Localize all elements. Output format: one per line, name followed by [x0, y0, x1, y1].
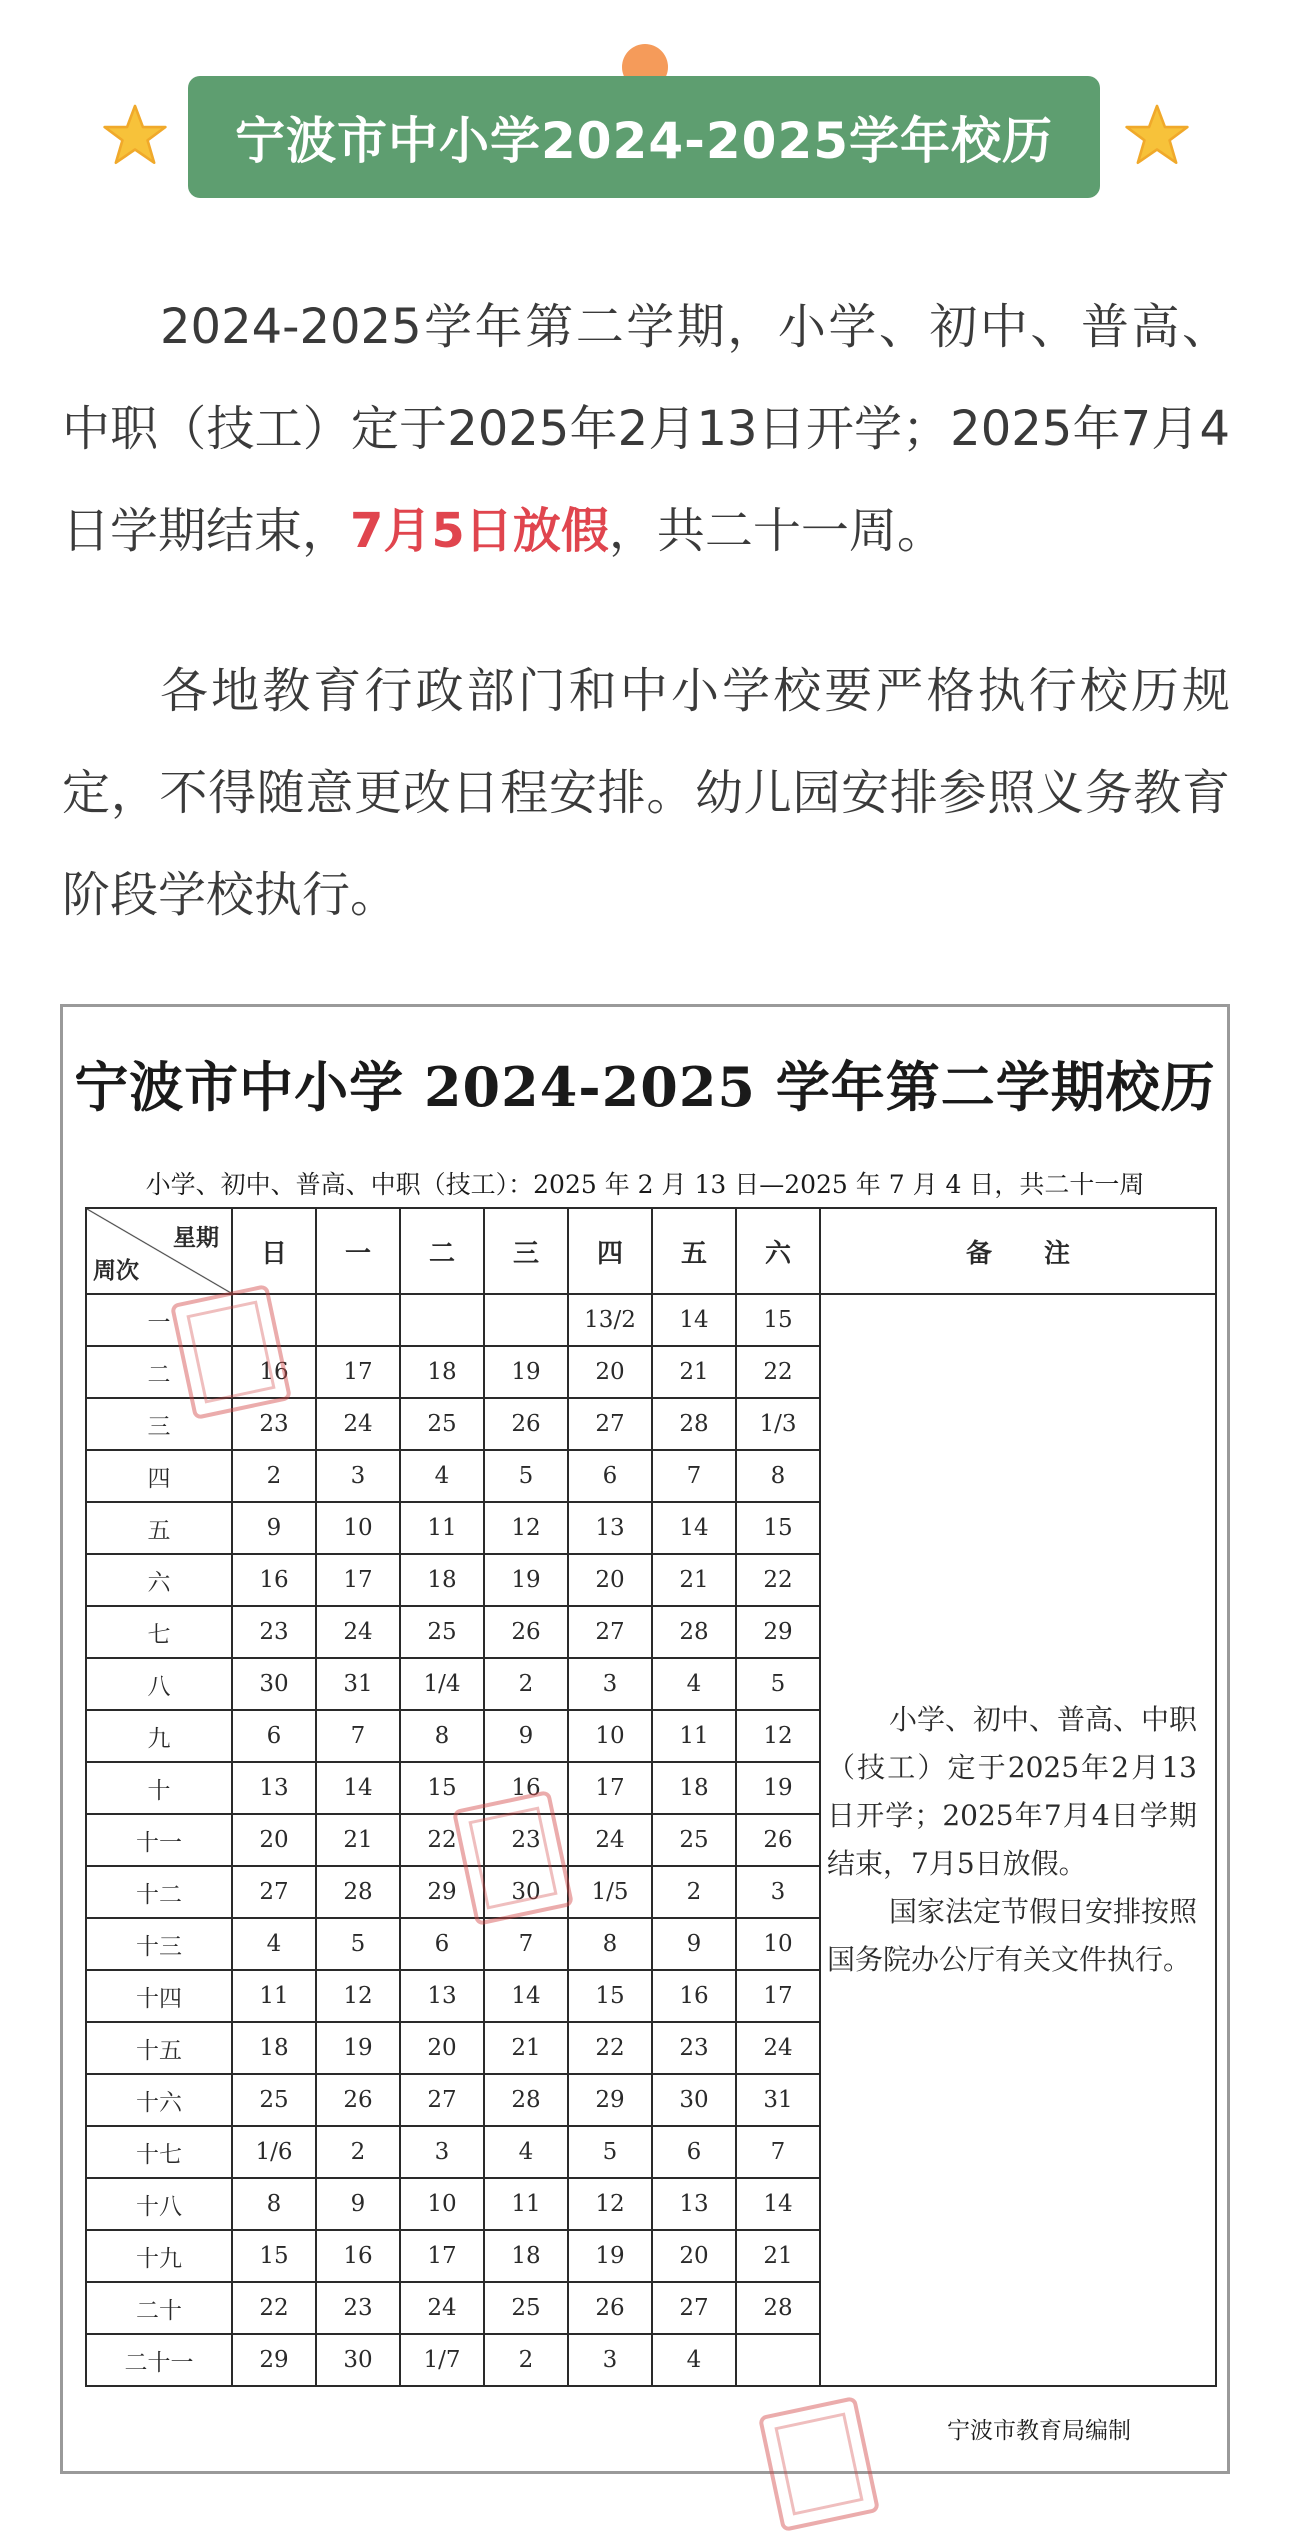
date-cell: 19	[736, 1762, 820, 1814]
date-cell: 10	[400, 2178, 484, 2230]
date-cell: 1/7	[400, 2334, 484, 2386]
table-header-row	[86, 1208, 1216, 1294]
week-number-cell: 十	[86, 1762, 232, 1814]
date-cell: 25	[232, 2074, 316, 2126]
date-cell: 1/3	[736, 1398, 820, 1450]
date-cell: 12	[484, 1502, 568, 1554]
date-cell: 23	[484, 1814, 568, 1866]
date-cell: 28	[316, 1866, 400, 1918]
date-cell: 20	[568, 1554, 652, 1606]
date-cell: 13	[400, 1970, 484, 2022]
date-cell: 2	[316, 2126, 400, 2178]
date-cell: 7	[736, 2126, 820, 2178]
date-cell: 16	[484, 1762, 568, 1814]
date-cell: 24	[316, 1606, 400, 1658]
date-cell: 16	[652, 1970, 736, 2022]
week-axis-label: 周次	[93, 1257, 139, 1284]
date-cell: 10	[316, 1502, 400, 1554]
date-cell: 20	[400, 2022, 484, 2074]
date-cell: 27	[652, 2282, 736, 2334]
date-cell: 28	[652, 1606, 736, 1658]
week-number-cell: 十九	[86, 2230, 232, 2282]
date-cell: 5	[484, 1450, 568, 1502]
date-cell: 17	[568, 1762, 652, 1814]
date-cell: 29	[232, 2334, 316, 2386]
date-cell: 28	[484, 2074, 568, 2126]
date-cell: 25	[400, 1398, 484, 1450]
date-cell: 5	[316, 1918, 400, 1970]
remark-header: 备 注	[820, 1208, 1216, 1294]
star-icon	[102, 102, 168, 168]
date-cell: 3	[316, 1450, 400, 1502]
week-number-cell: 十二	[86, 1866, 232, 1918]
date-cell: 9	[652, 1918, 736, 1970]
date-cell: 10	[568, 1710, 652, 1762]
date-cell: 3	[736, 1866, 820, 1918]
date-cell	[736, 2334, 820, 2386]
date-cell: 26	[736, 1814, 820, 1866]
week-number-cell: 十七	[86, 2126, 232, 2178]
date-cell: 14	[484, 1970, 568, 2022]
document-subtitle: 小学、初中、普高、中职（技工）：2025 年 2 月 13 日—2025 年 7 月 4 日，共二十一周	[145, 1170, 1145, 1199]
date-cell: 9	[484, 1710, 568, 1762]
date-cell: 14	[316, 1762, 400, 1814]
date-cell: 8	[568, 1918, 652, 1970]
star-icon	[1124, 102, 1190, 168]
week-number-cell: 六	[86, 1554, 232, 1606]
date-cell: 27	[568, 1398, 652, 1450]
date-cell	[484, 1294, 568, 1346]
date-cell: 28	[736, 2282, 820, 2334]
date-cell: 22	[736, 1346, 820, 1398]
date-cell: 4	[232, 1918, 316, 1970]
date-cell: 27	[232, 1866, 316, 1918]
week-number-cell: 十六	[86, 2074, 232, 2126]
date-cell: 12	[316, 1970, 400, 2022]
week-number-cell: 十一	[86, 1814, 232, 1866]
remark-paragraph: 小学、初中、普高、中职（技工）定于2025年2月13日开学；2025年7月4日学期结束，7月5日放假。	[827, 1703, 1198, 1880]
date-cell: 6	[400, 1918, 484, 1970]
date-cell: 18	[400, 1554, 484, 1606]
date-cell: 12	[568, 2178, 652, 2230]
document-title: 宁波市中小学 2024-2025 学年第二学期校历	[74, 1055, 1216, 1119]
date-cell: 7	[484, 1918, 568, 1970]
date-cell: 17	[400, 2230, 484, 2282]
date-cell	[316, 1294, 400, 1346]
date-cell: 16	[232, 1554, 316, 1606]
date-cell: 3	[400, 2126, 484, 2178]
week-number-cell: 二十	[86, 2282, 232, 2334]
corner-header	[86, 1208, 232, 1294]
remark-paragraph: 国家法定节假日安排按照国务院办公厅有关文件执行。	[827, 1895, 1198, 1976]
remark-cell	[820, 1294, 1216, 2386]
date-cell: 19	[316, 2022, 400, 2074]
title-banner	[188, 76, 1100, 198]
date-cell: 17	[316, 1554, 400, 1606]
week-number-cell: 一	[86, 1294, 232, 1346]
date-cell: 24	[316, 1398, 400, 1450]
date-cell: 25	[652, 1814, 736, 1866]
date-cell: 2	[484, 2334, 568, 2386]
date-cell: 12	[736, 1710, 820, 1762]
week-number-cell: 十五	[86, 2022, 232, 2074]
day-header: 六	[736, 1208, 820, 1294]
intro-paragraph-1	[62, 276, 1230, 582]
week-number-cell: 十三	[86, 1918, 232, 1970]
date-cell: 6	[232, 1710, 316, 1762]
date-cell: 13	[652, 2178, 736, 2230]
week-number-cell: 九	[86, 1710, 232, 1762]
date-cell: 8	[400, 1710, 484, 1762]
date-cell: 2	[232, 1450, 316, 1502]
week-number-cell: 二十一	[86, 2334, 232, 2386]
date-cell: 4	[400, 1450, 484, 1502]
intro-text-a: 2024-2025学年第二学期，小学、初中、普高、中职（技工）定于2025年2月13日开学；2025年7月4日学期结束，	[62, 299, 1230, 559]
date-cell: 18	[484, 2230, 568, 2282]
date-cell: 23	[652, 2022, 736, 2074]
date-cell: 14	[652, 1294, 736, 1346]
date-cell: 16	[232, 1346, 316, 1398]
date-cell: 25	[484, 2282, 568, 2334]
date-cell: 15	[400, 1762, 484, 1814]
date-cell: 31	[316, 1658, 400, 1710]
week-number-cell: 三	[86, 1398, 232, 1450]
date-cell: 28	[652, 1398, 736, 1450]
date-cell: 26	[484, 1398, 568, 1450]
date-cell: 4	[652, 1658, 736, 1710]
date-cell: 30	[232, 1658, 316, 1710]
date-cell: 14	[652, 1502, 736, 1554]
date-cell: 15	[736, 1294, 820, 1346]
date-cell: 30	[652, 2074, 736, 2126]
date-cell: 20	[232, 1814, 316, 1866]
date-cell: 22	[736, 1554, 820, 1606]
date-cell: 19	[484, 1346, 568, 1398]
day-header: 二	[400, 1208, 484, 1294]
date-cell: 17	[736, 1970, 820, 2022]
date-cell: 3	[568, 2334, 652, 2386]
date-cell: 26	[484, 1606, 568, 1658]
date-cell: 14	[736, 2178, 820, 2230]
date-cell: 13/2	[568, 1294, 652, 1346]
date-cell: 24	[736, 2022, 820, 2074]
intro-text-b: ，共二十一周。	[608, 503, 945, 559]
date-cell: 4	[652, 2334, 736, 2386]
date-cell: 23	[232, 1606, 316, 1658]
date-cell: 11	[400, 1502, 484, 1554]
date-cell: 1/5	[568, 1866, 652, 1918]
date-cell: 1/6	[232, 2126, 316, 2178]
date-cell: 3	[568, 1658, 652, 1710]
date-cell: 20	[568, 1346, 652, 1398]
day-header: 三	[484, 1208, 568, 1294]
calendar-document	[60, 1004, 1230, 2474]
date-cell: 16	[316, 2230, 400, 2282]
date-cell: 10	[736, 1918, 820, 1970]
date-cell: 15	[568, 1970, 652, 2022]
intro-paragraph-2: 各地教育行政部门和中小学校要严格执行校历规定，不得随意更改日程安排。幼儿园安排参照义务教育阶段学校执行。	[62, 663, 1230, 923]
date-cell: 2	[484, 1658, 568, 1710]
banner-title: 宁波市中小学2024-2025学年校历	[234, 112, 1054, 170]
date-cell: 29	[736, 1606, 820, 1658]
date-cell: 18	[400, 1346, 484, 1398]
date-cell: 23	[232, 1398, 316, 1450]
date-cell: 18	[652, 1762, 736, 1814]
date-cell: 5	[568, 2126, 652, 2178]
date-cell: 6	[568, 1450, 652, 1502]
date-cell: 18	[232, 2022, 316, 2074]
date-cell: 25	[400, 1606, 484, 1658]
date-cell: 22	[232, 2282, 316, 2334]
date-cell	[400, 1294, 484, 1346]
date-cell: 31	[736, 2074, 820, 2126]
date-cell: 15	[736, 1502, 820, 1554]
date-cell: 29	[568, 2074, 652, 2126]
date-cell: 26	[568, 2282, 652, 2334]
date-cell: 21	[316, 1814, 400, 1866]
date-cell: 30	[484, 1866, 568, 1918]
date-cell: 13	[568, 1502, 652, 1554]
date-cell: 2	[652, 1866, 736, 1918]
date-cell: 13	[232, 1762, 316, 1814]
date-cell: 27	[568, 1606, 652, 1658]
date-cell: 23	[316, 2282, 400, 2334]
week-number-cell: 五	[86, 1502, 232, 1554]
date-cell: 24	[568, 1814, 652, 1866]
date-cell: 7	[316, 1710, 400, 1762]
date-cell: 8	[736, 1450, 820, 1502]
seal-stamp	[758, 2396, 880, 2532]
date-cell: 29	[400, 1866, 484, 1918]
week-number-cell: 十四	[86, 1970, 232, 2022]
date-cell: 19	[484, 1554, 568, 1606]
date-cell: 17	[316, 1346, 400, 1398]
date-cell: 11	[232, 1970, 316, 2022]
date-cell: 19	[568, 2230, 652, 2282]
date-cell: 22	[568, 2022, 652, 2074]
date-cell: 6	[652, 2126, 736, 2178]
document-footer: 宁波市教育局编制	[947, 2418, 1131, 2444]
weekday-axis-label: 星期	[173, 1224, 219, 1251]
week-number-cell: 八	[86, 1658, 232, 1710]
date-cell: 21	[736, 2230, 820, 2282]
week-number-cell: 二	[86, 1346, 232, 1398]
date-cell: 20	[652, 2230, 736, 2282]
day-header: 五	[652, 1208, 736, 1294]
week-number-cell: 七	[86, 1606, 232, 1658]
date-cell: 26	[316, 2074, 400, 2126]
holiday-highlight: 7月5日放假	[350, 503, 609, 559]
date-cell: 11	[652, 1710, 736, 1762]
date-cell: 30	[316, 2334, 400, 2386]
date-cell: 27	[400, 2074, 484, 2126]
date-cell: 9	[316, 2178, 400, 2230]
day-header: 日	[232, 1208, 316, 1294]
date-cell: 9	[232, 1502, 316, 1554]
week-number-cell: 四	[86, 1450, 232, 1502]
date-cell: 21	[652, 1346, 736, 1398]
date-cell: 21	[652, 1554, 736, 1606]
date-cell: 11	[484, 2178, 568, 2230]
date-cell: 5	[736, 1658, 820, 1710]
date-cell: 7	[652, 1450, 736, 1502]
day-header: 一	[316, 1208, 400, 1294]
day-header: 四	[568, 1208, 652, 1294]
week-number-cell: 十八	[86, 2178, 232, 2230]
date-cell: 22	[400, 1814, 484, 1866]
date-cell: 24	[400, 2282, 484, 2334]
date-cell: 8	[232, 2178, 316, 2230]
date-cell: 15	[232, 2230, 316, 2282]
date-cell: 1/4	[400, 1658, 484, 1710]
date-cell: 21	[484, 2022, 568, 2074]
date-cell: 4	[484, 2126, 568, 2178]
